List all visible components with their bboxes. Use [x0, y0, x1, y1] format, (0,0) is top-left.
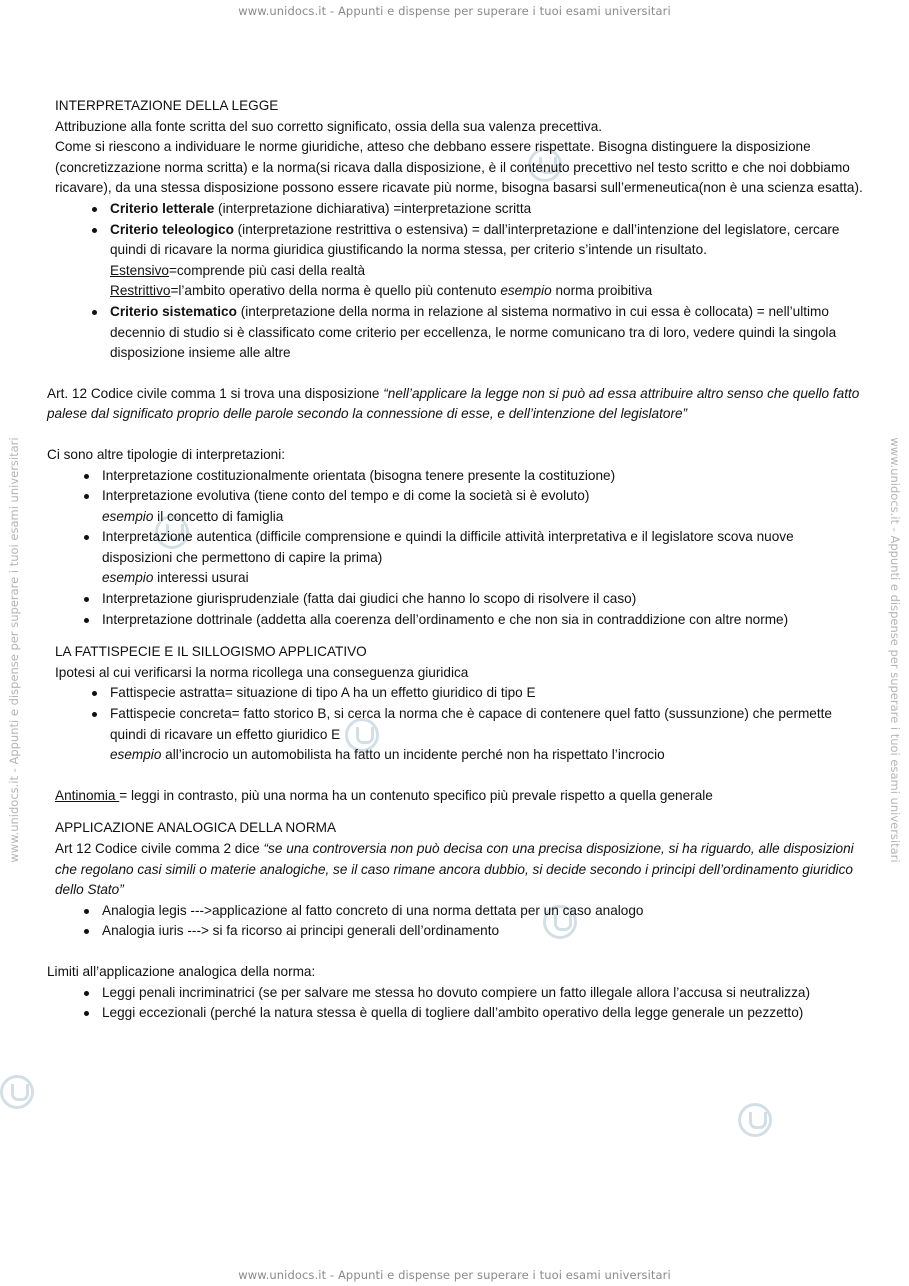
paragraph: Attribuzione alla fonte scritta del suo corretto significato, ossia della sua valenza precettiva.	[55, 118, 603, 134]
analogia-list	[102, 901, 867, 942]
page-header-watermark: www.unidocs.it - Appunti e dispense per superare i tuoi esami universitari	[238, 4, 671, 18]
list-item: Leggi penali incriminatrici (se per salvare me stessa ho dovuto compiere un fatto illegale allora l’accusa si neutralizza)	[102, 983, 867, 1004]
list-item: Fattispecie astratta= situazione di tipo A ha un effetto giuridico di tipo E	[110, 683, 867, 704]
list-item: Criterio teleologico (interpretazione restrittiva o estensiva) = dall’interpretazione e dall’intenzione del legislatore, cercare quindi di ricavare la norma giuridica giustificando la norma stessa, per criterio s’intende un risultato. Estensivo=comprende più casi della realtà Restrittivo=l’ambito operativo della norma è quello più contenuto esempio norma proibitiva	[110, 220, 867, 302]
list-item: Fattispecie concreta= fatto storico B, si cerca la norma che è capace di contenere quel fatto (sussunzione) che permette quindi di ricavare un effetto giuridico E esempio all’incrocio un automobilista ha fatto un incidente perché non ha rispettato l’incrocio	[110, 704, 867, 766]
paragraph: Come si riescono a individuare le norme giuridiche, atteso che debbano essere rispettate. Bisogna distinguere la disposizione (concretizzazione norma scritta) e la norma(si ricava dalla disposizione, è il contenuto precettivo nel testo scritto e che noi dobbiamo ricavare), da una stessa disposizione possono essere ricavate più norme, bisogna basarsi sull’ermeneutica(non è una scienza esatta).	[55, 139, 863, 196]
list-item: Analogia legis --->applicazione al fatto concreto di una norma dettata per un caso analogo	[102, 901, 867, 922]
page-footer-watermark: www.unidocs.it - Appunti e dispense per superare i tuoi esami universitari	[238, 1268, 671, 1282]
document-body	[47, 96, 867, 1024]
side-watermark-right: www.unidocs.it - Appunti e dispense per superare i tuoi esami universitari	[888, 437, 902, 863]
list-item: Leggi eccezionali (perché la natura stessa è quella di togliere dall’ambito operativo della legge generale un pezzetto)	[102, 1003, 867, 1024]
paragraph-art12: Art. 12 Codice civile comma 1 si trova una disposizione “nell’applicare la legge non si può ad essa attribuire altro senso che quello fatto palese dal significato proprio delle parole secondo la connessione di esse, e dell’intenzione del legislatore”	[47, 385, 860, 422]
paragraph-art12-comma2: Art 12 Codice civile comma 2 dice “se una controversia non può decisa con una precisa disposizione, si ha riguardo, alle disposizioni che regolano casi simili o materie analogiche, se il caso rimane ancora dubbio, si decide secondo i principi dell’ordinamento giuridico dello Stato”	[55, 841, 854, 898]
paragraph: Ci sono altre tipologie di interpretazioni:	[47, 446, 286, 462]
criteria-list	[110, 199, 867, 364]
list-item: Interpretazione evolutiva (tiene conto del tempo e di come la società si è evoluto) esempio il concetto di famiglia	[102, 486, 867, 527]
list-item: Interpretazione dottrinale (addetta alla coerenza dell’ordinamento e che non sia in contraddizione con altre norme)	[102, 610, 867, 631]
interpretations-list	[102, 466, 867, 631]
section-title-interpretazione: INTERPRETAZIONE DELLA LEGGE	[55, 98, 279, 113]
list-item: Criterio letterale (interpretazione dichiarativa) =interpretazione scritta	[110, 199, 867, 220]
limiti-list	[102, 983, 867, 1024]
fattispecie-list	[110, 683, 867, 765]
paragraph: Ipotesi al cui verificarsi la norma ricollega una conseguenza giuridica	[55, 664, 469, 680]
paragraph-antinomia: Antinomia = leggi in contrasto, più una norma ha un contenuto specifico più prevale rispetto a quella generale	[55, 787, 713, 803]
list-item: Criterio sistematico (interpretazione della norma in relazione al sistema normativo in cui essa è collocata) = nell’ultimo decennio di studio si è classificato come criterio per eccellenza, le norme comunicano tra di loro, vedere quindi la singola disposizione insieme alle altre	[110, 302, 867, 364]
section-title-applicazione-analogica: APPLICAZIONE ANALOGICA DELLA NORMA	[55, 820, 337, 836]
list-item: Analogia iuris ---> si fa ricorso ai principi generali dell’ordinamento	[102, 921, 867, 942]
section-title-fattispecie: LA FATTISPECIE E IL SILLOGISMO APPLICATIVO	[55, 644, 367, 660]
list-item: Interpretazione costituzionalmente orientata (bisogna tenere presente la costituzione)	[102, 466, 867, 487]
unidocs-logo-icon	[0, 1075, 34, 1109]
paragraph: Limiti all’applicazione analogica della norma:	[47, 963, 316, 979]
unidocs-logo-icon	[738, 1103, 772, 1137]
list-item: Interpretazione giurisprudenziale (fatta dai giudici che hanno lo scopo di risolvere il caso)	[102, 589, 867, 610]
side-watermark-left: www.unidocs.it - Appunti e dispense per superare i tuoi esami universitari	[7, 437, 21, 863]
list-item: Interpretazione autentica (difficile comprensione e quindi la difficile attività interpretativa e il legislatore scova nuove disposizioni che permettono di capire la prima) esempio interessi usurai	[102, 527, 867, 589]
